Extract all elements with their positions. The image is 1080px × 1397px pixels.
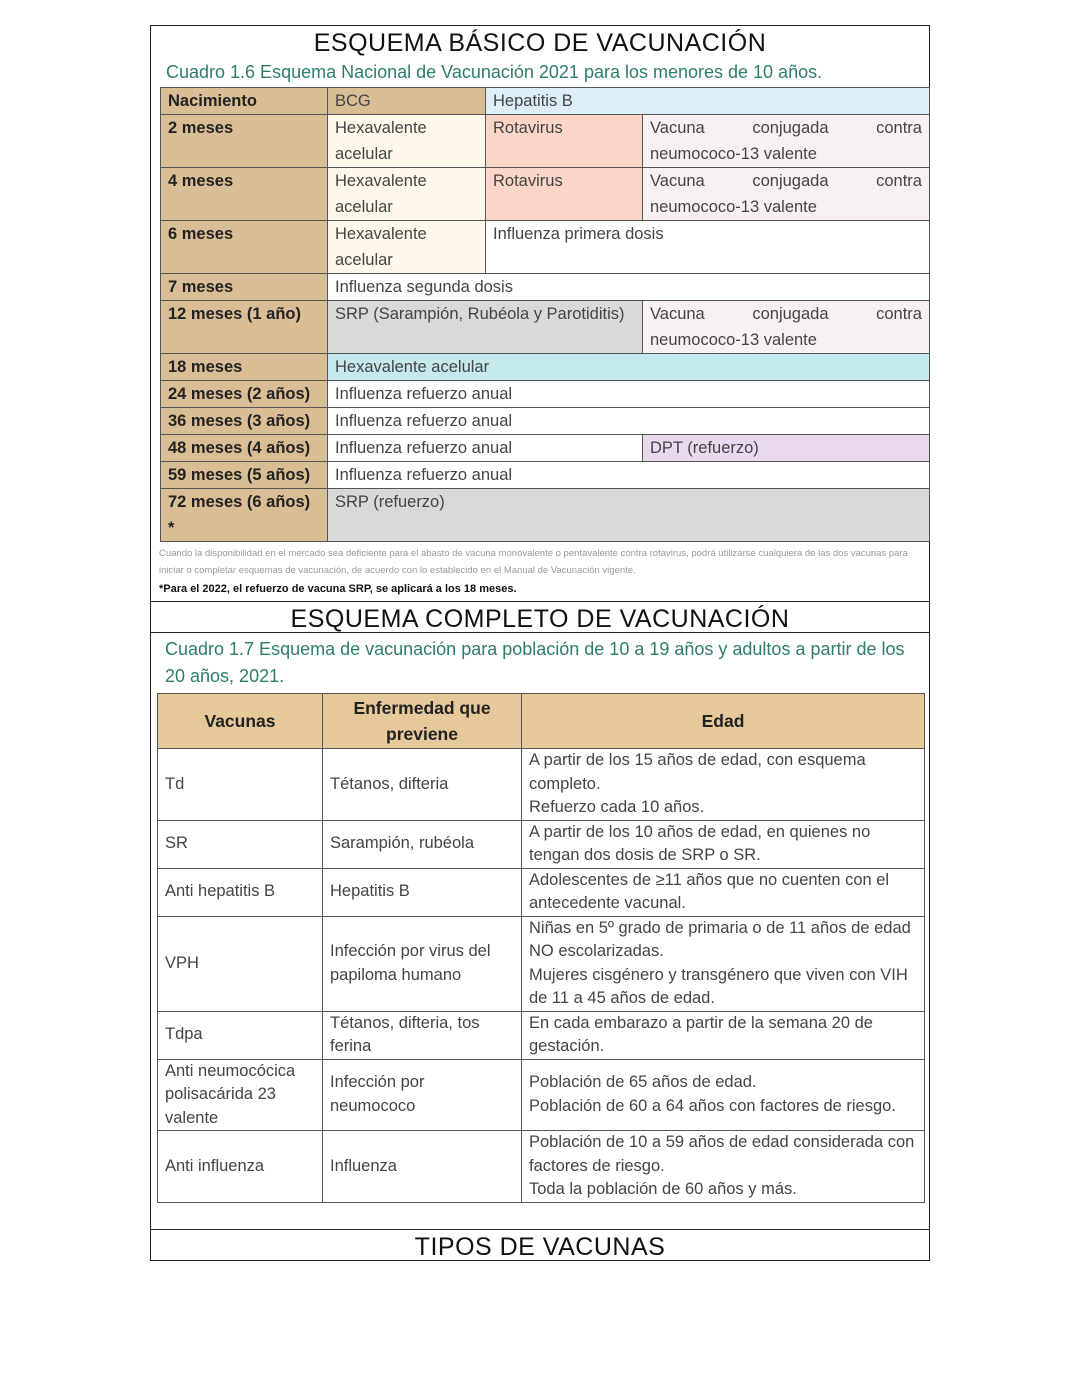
vaccine-name: Td — [158, 749, 323, 821]
footnote-rotavirus: Cuando la disponibilidad en el mercado sea deficiente para el abasto de vacuna monovalente o pentavalente contra rotavirus, podrá utilizarse cualquiera de las dos vacunas para iniciar o completar esquemas de vacunación, de acuerdo con lo establecido en el Manual de Vacunación vigente. — [159, 548, 908, 576]
age-line: Población de 65 años de edad. — [529, 1073, 757, 1092]
vaccine-cell: Influenza segunda dosis — [328, 274, 930, 301]
footnote-srp: *Para el 2022, el refuerzo de vacuna SRP, se aplicará a los 18 meses. — [159, 583, 517, 595]
age-line: Refuerzo cada 10 años. — [529, 798, 705, 816]
text: contra — [876, 172, 922, 190]
disease-name: Hepatitis B — [323, 868, 522, 916]
text: conjugada — [752, 172, 829, 190]
age-description — [522, 1131, 925, 1203]
vaccine-cell: Rotavirus — [486, 115, 643, 168]
text: Vacuna — [650, 172, 705, 190]
age-description — [522, 868, 925, 916]
age-cell: Nacimiento — [161, 88, 328, 115]
column-header: Enfermedad que previene — [323, 694, 522, 749]
table-row — [161, 88, 930, 115]
table-row — [161, 381, 930, 408]
age-line: Adolescentes de ≥11 años que no cuenten con el antecedente vacunal. — [529, 870, 890, 912]
vaccine-name: Anti hepatitis B — [158, 868, 323, 916]
age-cell: 72 meses (6 años) * — [161, 489, 328, 542]
vaccine-cell: Influenza refuerzo anual — [328, 381, 930, 408]
age-line: Población de 10 a 59 años de edad considerada con factores de riesgo. — [529, 1133, 915, 1175]
age-cell: 48 meses (4 años) — [161, 435, 328, 462]
age-line: Mujeres cisgénero y transgénero que viven con VIH de 11 a 45 años de edad. — [529, 965, 908, 1007]
vaccine-cell: Influenza refuerzo anual — [328, 435, 643, 462]
table-row — [161, 274, 930, 301]
disease-name: Sarampión, rubéola — [323, 820, 522, 868]
column-header: Edad — [522, 694, 925, 749]
section-title-complete: ESQUEMA COMPLETO DE VACUNACIÓN — [151, 602, 929, 633]
vaccine-cell: Rotavirus — [486, 168, 643, 221]
document-frame — [150, 25, 930, 1261]
section-title-basic: ESQUEMA BÁSICO DE VACUNACIÓN — [313, 29, 767, 57]
disease-name: Infección por virus del papiloma humano — [323, 916, 522, 1011]
vaccine-cell: Hexavalente acelular — [328, 354, 930, 381]
vaccine-cell — [643, 168, 930, 221]
table-header-row — [158, 694, 925, 749]
age-line: En cada embarazo a partir de la semana 20 de gestación. — [529, 1013, 873, 1055]
table-row — [161, 489, 930, 542]
age-cell: 36 meses (3 años) — [161, 408, 328, 435]
vaccine-cell: Hexavalente acelular — [328, 115, 486, 168]
text: conjugada — [752, 305, 829, 323]
caption-table-1-7: Cuadro 1.7 Esquema de vacunación para población de 10 a 19 años y adultos a partir de los 20 años, 2021. — [165, 639, 905, 686]
age-cell: 4 meses — [161, 168, 328, 221]
disease-name: Influenza — [323, 1131, 522, 1203]
table-row — [158, 1059, 925, 1131]
table-row — [161, 301, 930, 354]
vaccine-name: VPH — [158, 916, 323, 1011]
vaccine-cell: BCG — [328, 88, 486, 115]
text: Vacuna — [650, 305, 705, 323]
text: contra — [876, 119, 922, 137]
age-cell: 24 meses (2 años) — [161, 381, 328, 408]
vaccine-cell: Hexavalente acelular — [328, 168, 486, 221]
section-title-types: TIPOS DE VACUNAS — [414, 1232, 666, 1261]
disease-name: Infección por neumococo — [323, 1059, 522, 1131]
vaccine-name: Anti influenza — [158, 1131, 323, 1203]
table-row — [158, 868, 925, 916]
vaccine-cell: Influenza refuerzo anual — [328, 408, 930, 435]
table-row — [161, 408, 930, 435]
age-description — [522, 820, 925, 868]
vaccine-name: Tdpa — [158, 1011, 323, 1059]
table-row — [158, 1131, 925, 1203]
table-row — [161, 462, 930, 489]
text: conjugada — [752, 119, 829, 137]
table-row — [161, 221, 930, 274]
table-row — [161, 168, 930, 221]
age-line: Toda la población de 60 años y más. — [529, 1180, 797, 1198]
age-line: A partir de los 10 años de edad, en quienes no tengan dos dosis de SRP o SR. — [529, 822, 871, 864]
age-description — [522, 1059, 925, 1131]
age-cell: 18 meses — [161, 354, 328, 381]
text: neumococo-13 valente — [650, 198, 817, 216]
vaccine-cell — [643, 115, 930, 168]
table-row — [158, 1011, 925, 1059]
vaccine-cell: Influenza refuerzo anual — [328, 462, 930, 489]
age-line: Población de 60 a 64 años con factores de riesgo. — [529, 1096, 896, 1115]
age-description — [522, 749, 925, 821]
disease-name: Tétanos, difteria — [323, 749, 522, 821]
age-description — [522, 916, 925, 1011]
basic-schedule-table — [160, 87, 930, 542]
age-cell: 2 meses — [161, 115, 328, 168]
age-line: A partir de los 15 años de edad, con esquema completo. — [529, 751, 866, 793]
age-description — [522, 1011, 925, 1059]
table-row — [158, 749, 925, 821]
table-row — [161, 435, 930, 462]
vaccine-name: Anti neumocócica polisacárida 23 valente — [158, 1059, 323, 1131]
age-cell: 7 meses — [161, 274, 328, 301]
text: Vacuna — [650, 119, 705, 137]
table-row — [158, 820, 925, 868]
disease-name: Tétanos, difteria, tos ferina — [323, 1011, 522, 1059]
age-line: Niñas en 5º grado de primaria o de 11 años de edad NO escolarizadas. — [529, 918, 911, 960]
vaccine-cell: Hepatitis B — [486, 88, 930, 115]
table-row — [158, 916, 925, 1011]
age-cell: 12 meses (1 año) — [161, 301, 328, 354]
age-cell: 6 meses — [161, 221, 328, 274]
vaccine-cell: SRP (refuerzo) — [328, 489, 930, 542]
vaccine-cell — [643, 301, 930, 354]
column-header: Vacunas — [158, 694, 323, 749]
vaccine-name: SR — [158, 820, 323, 868]
text: contra — [876, 305, 922, 323]
text: neumococo-13 valente — [650, 145, 817, 163]
text: neumococo-13 valente — [650, 331, 817, 349]
caption-table-1-6: Cuadro 1.6 Esquema Nacional de Vacunación 2021 para los menores de 10 años. — [166, 62, 823, 82]
table-row — [161, 354, 930, 381]
age-cell: 59 meses (5 años) — [161, 462, 328, 489]
vaccine-cell: Hexavalente acelular — [328, 221, 486, 274]
vaccine-cell: SRP (Sarampión, Rubéola y Parotiditis) — [328, 301, 643, 354]
vaccine-cell: DPT (refuerzo) — [643, 435, 930, 462]
complete-schedule-table — [157, 693, 925, 1203]
vaccine-cell: Influenza primera dosis — [486, 221, 930, 274]
table-row — [161, 115, 930, 168]
